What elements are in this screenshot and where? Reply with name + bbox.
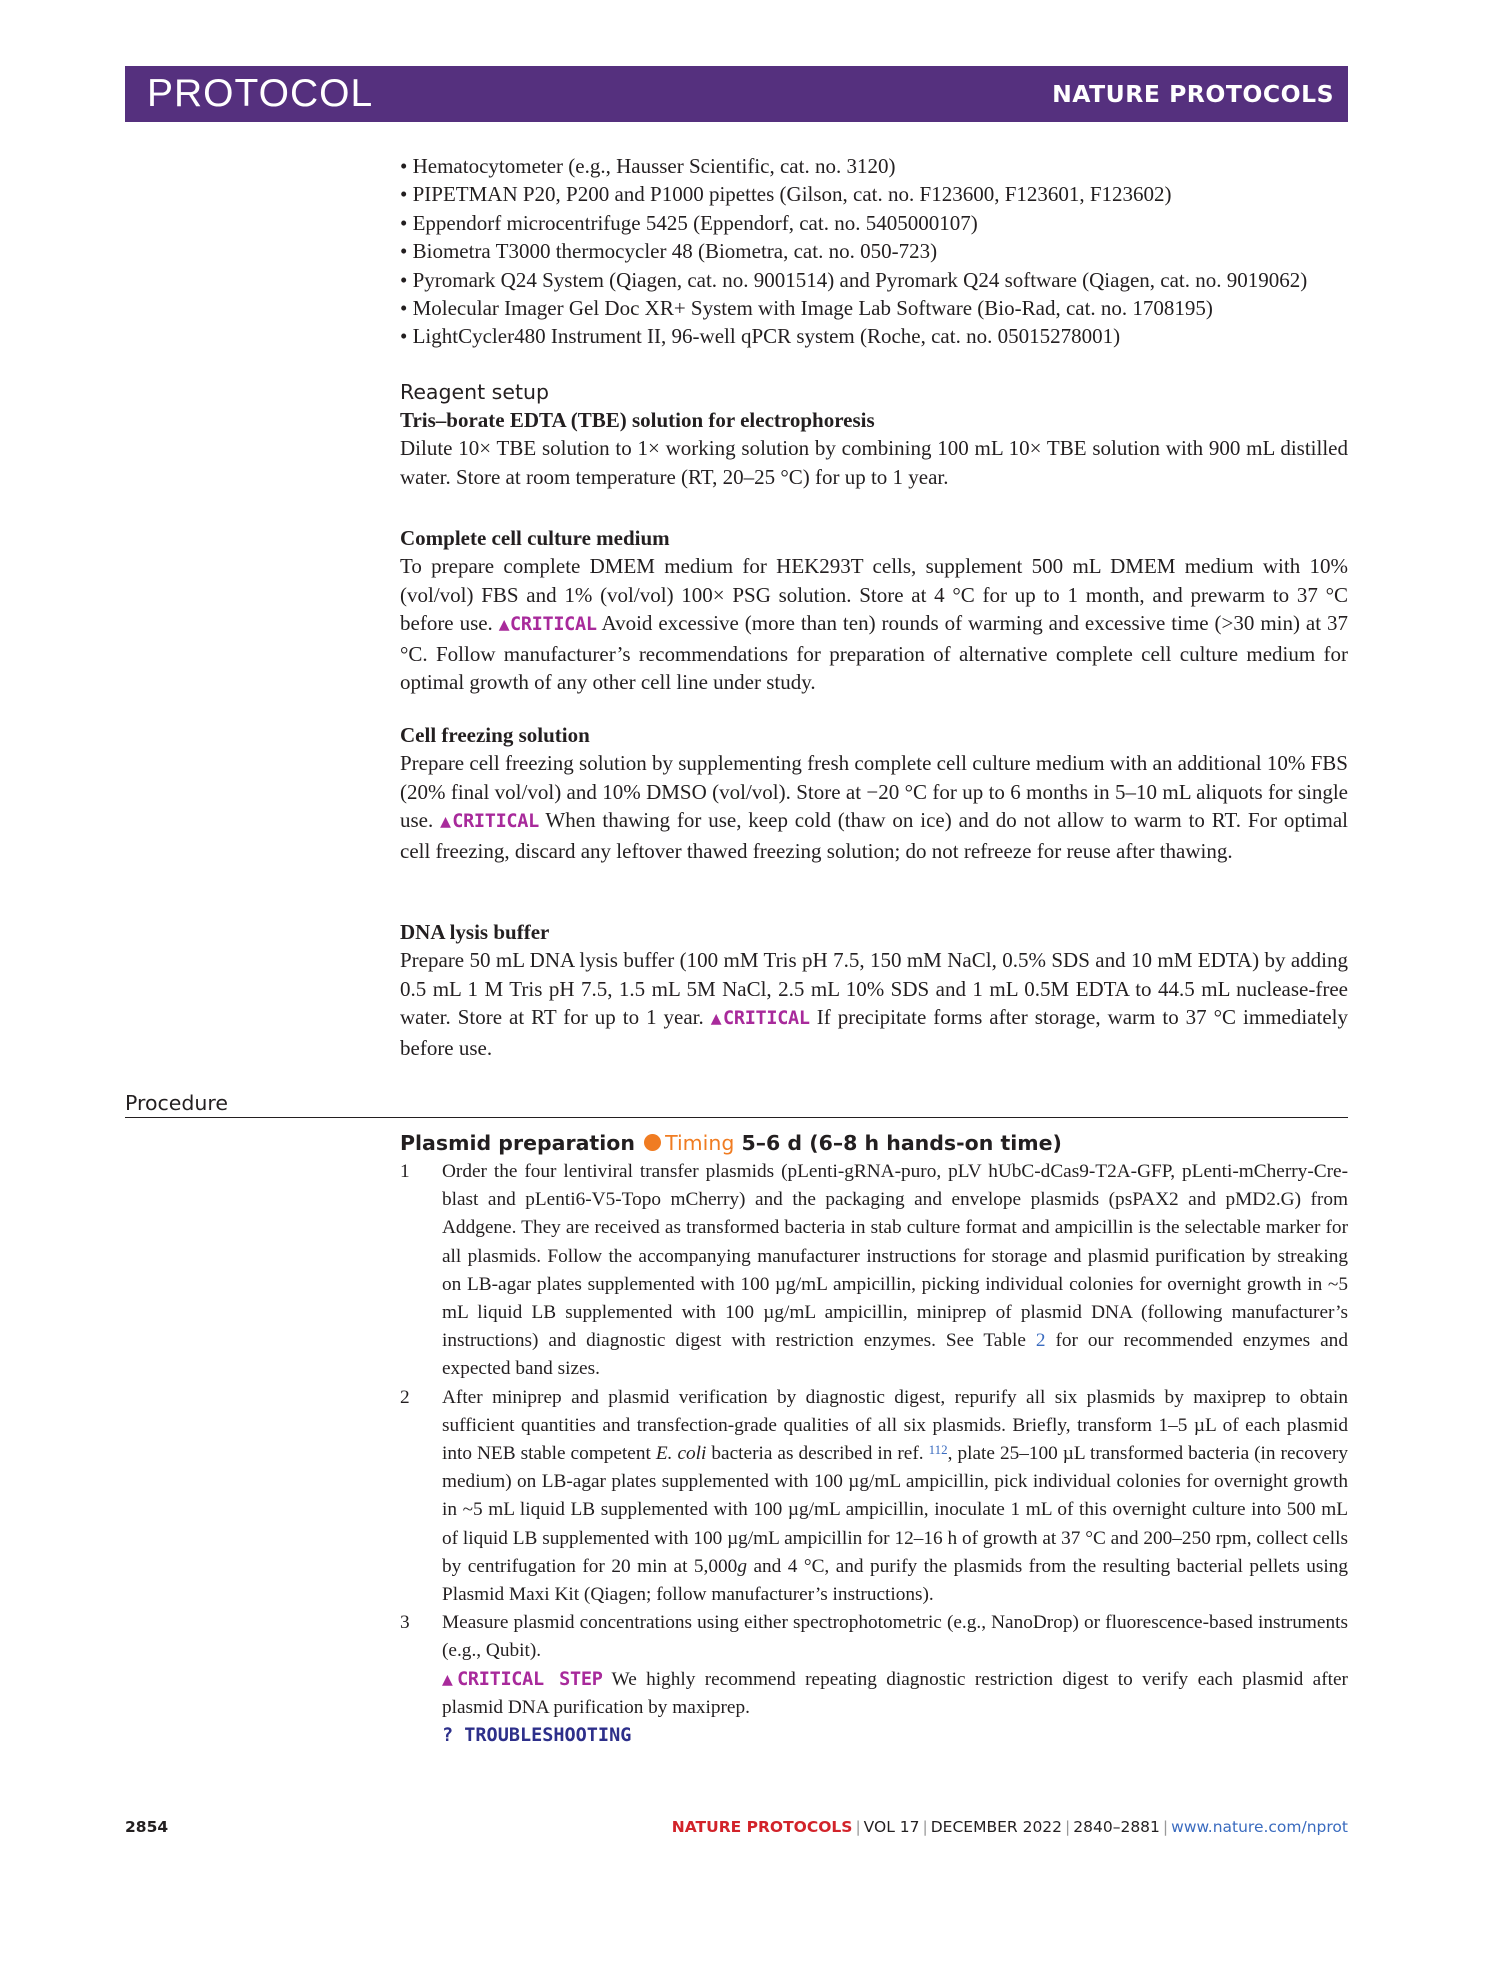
subsection-title: Cell freezing solution [400,723,590,747]
critical-label [499,614,597,635]
critical-triangle-icon: ▲ [710,1008,724,1030]
subsection-title: Tris–borate EDTA (TBE) solution for electrophoresis [400,408,875,432]
reagent-setup-section [400,378,1348,491]
equipment-list [400,152,1348,351]
step-text: for our recommended enzymes and expected band sizes. [442,1330,1348,1380]
list-item: • Biometra T3000 thermocycler 48 (Biometra, cat. no. 050-723) [400,239,938,264]
footer-journal: NATURE PROTOCOLS [671,1818,853,1836]
troubleshooting-note [400,1722,1348,1750]
critical-text: CRITICAL [452,811,539,833]
paragraph [400,946,1348,1062]
critical-text: CRITICAL [723,1008,810,1030]
timing-value: 5–6 d (6–8 h hands-on time) [741,1131,1062,1155]
step-text: bacteria as described in ref. [711,1443,924,1465]
step-number: 3 [400,1612,410,1634]
list-item: • Hematocytometer (e.g., Hausser Scientific, cat. no. 3120) [400,154,896,178]
header-journal-name: NATURE PROTOCOLS [1052,80,1334,108]
paragraph [400,552,1348,696]
subsection-title: Complete cell culture medium [400,526,670,550]
critical-step-text: CRITICAL STEP [457,1668,603,1690]
header-section-label: PROTOCOL [147,72,374,115]
step-3 [400,1609,1348,1665]
footer-date: DECEMBER 2022 [930,1818,1063,1836]
critical-text: CRITICAL [509,614,597,636]
paragraph [400,749,1348,865]
citation-link[interactable]: 112 [928,1442,948,1458]
paragraph: Dilute 10× TBE solution to 1× working solution by combining 100 mL 10× TBE solution with 900 mL distilled water. Store at room temperature (RT, 20–25 °C) for up to 1 year. [400,436,1348,489]
paragraph-text: To prepare complete DMEM medium for HEK293T cells, supplement 500 mL DMEM medium with 10% (vol/vol) FBS and 1% (vol/vol) 100× PSG solution. Store at 4 °C for up to 1 month, and prewarm to 37 °C before use. [400,554,1348,636]
critical-triangle-icon: ▲ [498,614,510,636]
critical-label [711,1008,810,1029]
critical-triangle-icon: ▲ [442,1668,458,1690]
table-reference-link[interactable]: 2 [1035,1330,1046,1352]
step-number: 2 [400,1386,410,1408]
paragraph-text: Prepare 50 mL DNA lysis buffer (100 mM Tris pH 7.5, 150 mM NaCl, 0.5% SDS and 10 mM EDTA) by adding 0.5 mL 1 M Tris pH 7.5, 1.5 mL 5M NaCl, 2.5 mL 10% SDS and 1 mL 0.5M EDTA to 44.5 mL nuclease-free water. Store at RT for up to 1 year. [400,948,1348,1030]
step-2 [400,1384,1348,1610]
procedure-divider [125,1117,1348,1118]
footer-volume: VOL 17 [863,1818,920,1836]
list-item: • Eppendorf microcentrifuge 5425 (Eppendorf, cat. no. 5405000107) [400,210,978,235]
troubleshooting-link[interactable]: ? TROUBLESHOOTING [442,1725,632,1747]
footer-citation: NATURE PROTOCOLS | VOL 17 | DECEMBER 2022 | 2840–2881 | www.nature.com/nprot [671,1818,1348,1836]
section-heading: Reagent setup [400,380,550,404]
lysis-section [400,918,1348,1062]
critical-triangle-icon: ▲ [440,811,453,833]
step-text: Measure plasmid concentrations using either spectrophotometric (e.g., NanoDrop) or fluorescence-based instruments (e.g., Qubit). [442,1612,1348,1662]
freezing-section [400,721,1348,865]
species-name: E. coli [655,1443,707,1465]
step-group-title: Plasmid preparation [400,1131,635,1155]
critical-step-note [400,1666,1348,1722]
step-text: We highly recommend repeating diagnostic restriction digest to verify each plasmid after plasmid DNA purification by maxiprep. [442,1668,1348,1718]
procedure-label: Procedure [125,1091,229,1115]
procedure-steps [400,1158,1348,1750]
critical-step-label [442,1669,603,1690]
step-text: and 4 °C, and purify the plasmids from the resulting bacterial pellets using Plasmid Maxi Kit (Qiagen; follow manufacturer’s instructions). [442,1555,1349,1606]
step-text: Order the four lentiviral transfer plasmids (pLenti-gRNA-puro, pLV hUbC-dCas9-T2A-GFP, pLenti-mCherry-Cre-blast and pLenti6-V5-Topo mCherry) and the packaging and envelope plasmids (psPAX2 and pMD2.G) from Addgene. They are received as transformed bacteria in stab culture format and ampicillin is the selectable marker for all plasmids. Follow the accompanying manufacturer instructions for storage and plasmid purification by streaking on LB-agar plates supplemented with 100 µg/mL ampicillin, picking individual colonies for overnight growth in ~5 mL liquid LB supplemented with 100 µg/mL ampicillin, miniprep of plasmid DNA (following manufacturer’s instructions) and diagnostic digest with restriction enzymes. See Table [442,1161,1348,1352]
footer-pages: 2840–2881 [1073,1818,1160,1836]
subsection-title: DNA lysis buffer [400,920,550,944]
list-item: • Molecular Imager Gel Doc XR+ System with Image Lab Software (Bio-Rad, cat. no. 1708195) [400,296,1213,321]
page-number: 2854 [125,1818,169,1836]
step-text: , plate 25–100 µL transformed bacteria (in recovery medium) on LB-agar plates supplemented with 100 µg/mL ampicillin, pick individual colonies for overnight growth in ~5 mL liquid LB supplemented with 100 µg/mL ampicillin, inoculate 1 mL of this overnight culture into 500 mL of liquid LB supplemented with 100 µg/mL ampicillin for 12–16 h of growth at 37 °C and 200–250 rpm, collect cells by centrifugation for 20 min at 5,000 [442,1443,1348,1577]
list-item: • PIPETMAN P20, P200 and P1000 pipettes (Gilson, cat. no. F123600, F123601, F123602) [400,182,1172,207]
paragraph-text: If precipitate forms after storage, warm to 37 °C immediately before use. [400,1005,1349,1060]
step-number: 1 [400,1161,410,1182]
critical-label [440,811,539,832]
list-item: • LightCycler480 Instrument II, 96-well qPCR system (Roche, cat. no. 05015278001) [400,324,1121,349]
medium-section [400,524,1348,696]
header-bar [125,66,1348,122]
paragraph-text: Avoid excessive (more than ten) rounds of warming and excessive time (>30 min) at 37 °C. Follow manufacturer’s recommendations for preparation of alternative complete cell culture medium for optimal growth of any other cell line under study. [400,611,1349,695]
footer-url-link[interactable]: www.nature.com/nprot [1171,1818,1348,1836]
unit-g: g [737,1555,747,1577]
paragraph-text: Prepare cell freezing solution by supplementing fresh complete cell culture medium with an additional 10% FBS (20% final vol/vol) and 10% DMSO (vol/vol). Store at −20 °C for up to 6 months in 5–10 mL aliquots for single use. [400,751,1348,833]
step-text: After miniprep and plasmid verification by diagnostic digest, repurify all six plasmids by maxiprep to obtain sufficient quantities and transfection-grade qualities of all six plasmids. Briefly, transform 1–5 µL of each plasmid into NEB stable competent [442,1386,1348,1465]
timing-label: Timing [665,1131,735,1155]
list-item: • Pyromark Q24 System (Qiagen, cat. no. 9001514) and Pyromark Q24 software (Qiagen, cat. no. 9019062) [400,267,1308,292]
timing-dot-icon [644,1134,661,1151]
step-1 [400,1158,1348,1384]
plasmid-preparation-title [400,1128,1062,1158]
paragraph-text: When thawing for use, keep cold (thaw on ice) and do not allow to warm to RT. For optimal cell freezing, discard any leftover thawed freezing solution; do not refreeze for reuse after thawing. [400,808,1349,863]
